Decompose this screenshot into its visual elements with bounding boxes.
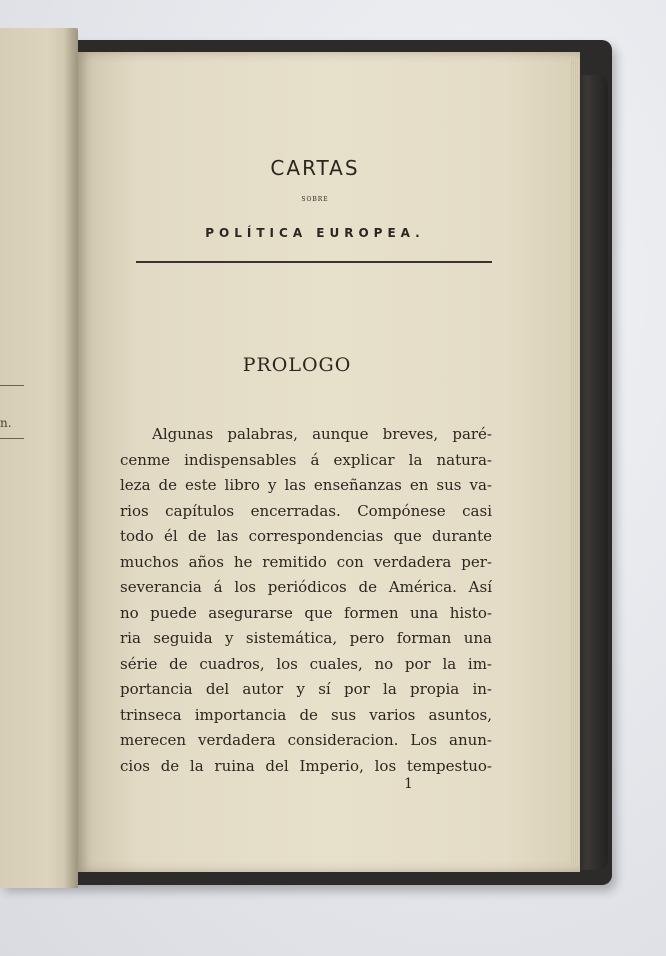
body-line: muchos años he remitido con verdadera per- <box>120 552 492 571</box>
body-line: portancia del autor y sí por la propia in- <box>120 680 492 698</box>
left-page-rule-top <box>0 385 24 386</box>
page-number: 1 <box>404 776 413 792</box>
body-line: severancia á los periódicos de América. Así <box>120 578 492 596</box>
body-line: ria seguida y sistemática, pero forman una <box>120 629 492 647</box>
section-heading: PROLOGO <box>242 354 352 376</box>
body-line: série de cuadros, los cuales, no por la im- <box>120 654 492 673</box>
body-line: no puede asegurarse que formen una histo- <box>120 603 492 622</box>
left-page-gutter <box>64 28 78 888</box>
body-line: Algunas palabras, aunque breves, paré- <box>152 425 492 443</box>
body-line: cenme indispensables á explicar la natura- <box>120 450 492 469</box>
body-line: leza de este libro y las enseñanzas en sus va- <box>120 476 492 494</box>
page-stack-edge <box>570 58 580 866</box>
body-line: trinseca importancia de sus varios asuntos, <box>120 705 492 724</box>
body-line: todo él de las correspondencias que durante <box>120 527 492 545</box>
left-page <box>0 28 78 888</box>
title-rule <box>136 261 492 263</box>
left-page-fragment: n. <box>0 416 12 430</box>
book-title: CARTAS <box>270 156 360 180</box>
book-subtitle: POLÍTICA EUROPEA. <box>205 226 425 240</box>
body-line: merecen verdadera consideracion. Los anun- <box>120 731 492 749</box>
body-text <box>120 422 492 779</box>
book-title-connector: SOBRE <box>301 196 329 203</box>
left-page-rule-bottom <box>0 438 24 439</box>
body-line: cios de la ruina del Imperio, los tempestuo- <box>120 756 492 775</box>
body-line: rios capítulos encerradas. Compónese casi <box>120 501 492 520</box>
